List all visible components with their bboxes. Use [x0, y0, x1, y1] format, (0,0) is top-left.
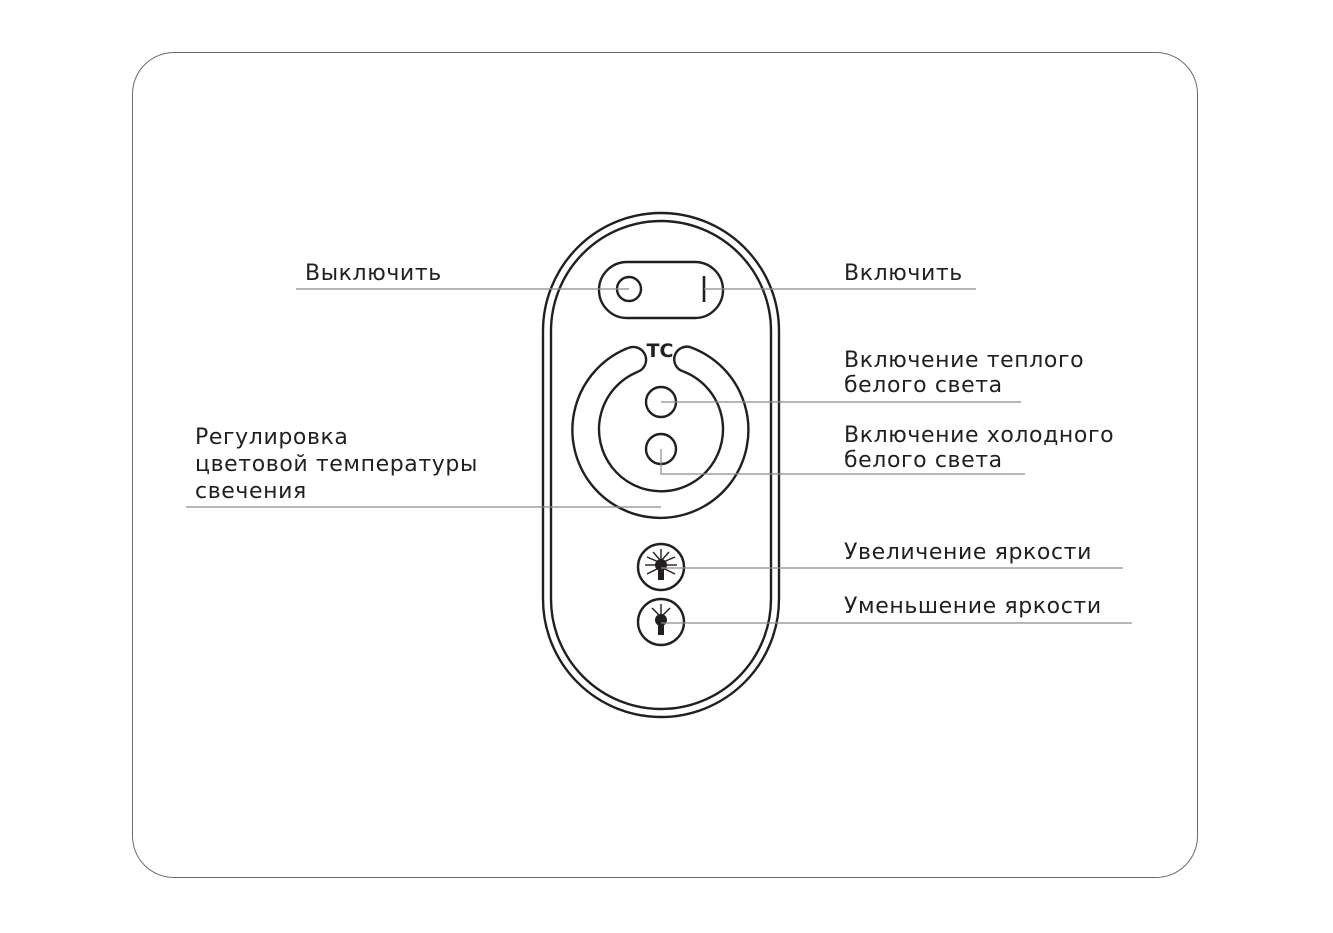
- power-switch[interactable]: [599, 262, 723, 318]
- brightness-up-button[interactable]: [638, 544, 684, 590]
- remote-logo: TC: [646, 340, 674, 362]
- label-color-temperature-line-1: Регулировка: [195, 425, 349, 450]
- label-warm-white-line-1: Включение теплого: [844, 348, 1085, 373]
- label-warm-white: [844, 348, 1084, 398]
- label-cold-white: [844, 423, 1114, 473]
- label-warm-white-line-2: белого света: [844, 373, 1003, 398]
- label-brightness-up: Увеличение яркости: [844, 540, 1092, 565]
- label-color-temperature-line-3: свечения: [195, 479, 307, 504]
- label-power-on: Включить: [844, 261, 963, 286]
- color-temperature-ring[interactable]: [572, 347, 748, 518]
- brightness-down-button[interactable]: [638, 599, 684, 645]
- label-cold-white-line-1: Включение холодного: [844, 423, 1115, 448]
- label-color-temperature: [195, 424, 478, 505]
- label-power-off: Выключить: [305, 261, 442, 286]
- label-cold-white-line-2: белого света: [844, 448, 1003, 473]
- label-brightness-down: Уменьшение яркости: [844, 594, 1102, 619]
- label-color-temperature-line-2: цветовой температуры: [195, 452, 478, 477]
